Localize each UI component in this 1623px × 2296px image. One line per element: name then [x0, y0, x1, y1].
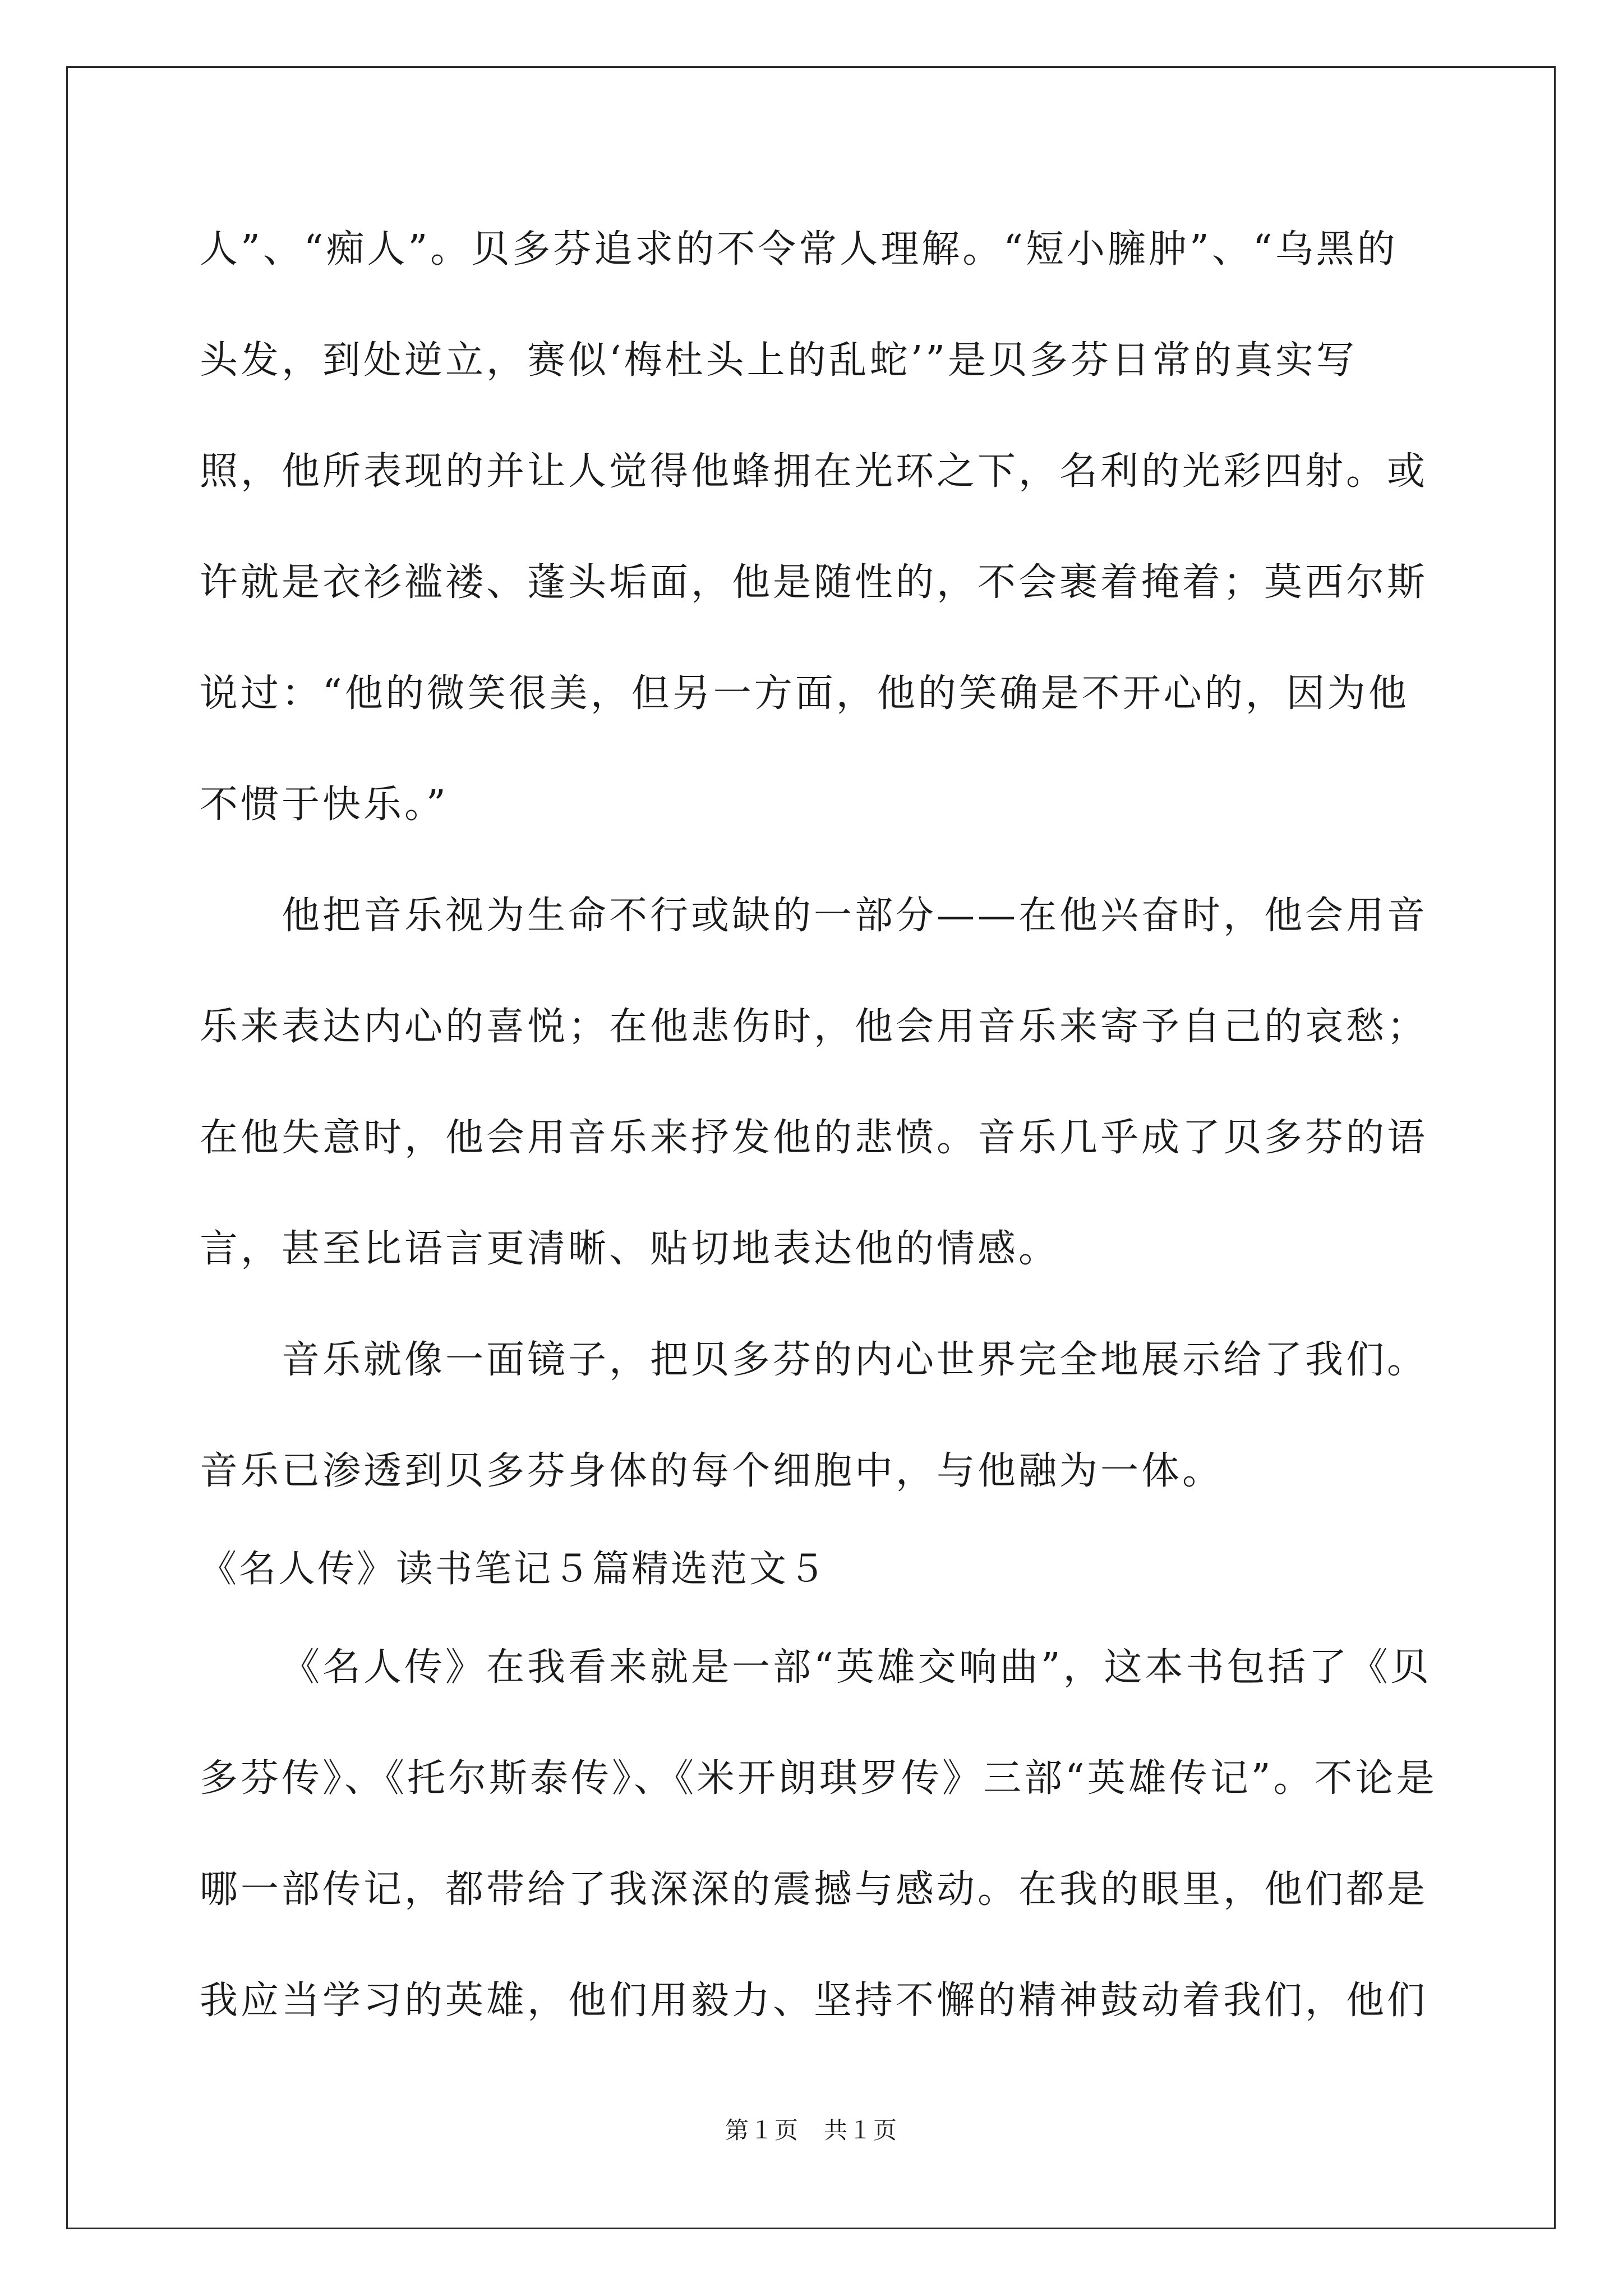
- text-line: 在他失意时，他会用音乐来抒发他的悲愤。音乐几乎成了贝多芬的语: [200, 1116, 1428, 1160]
- text-line: 许就是衣衫褴褛、蓬头垢面，他是随性的，不会裹着掩着；莫西尔斯: [200, 560, 1428, 605]
- page-number-footer: 第１页 共１页: [725, 2116, 898, 2144]
- text-line: 说过：“他的微笑很美，但另一方面，他的笑确是不开心的，因为他: [200, 671, 1409, 716]
- text-line: 乐来表达内心的喜悦；在他悲伤时，他会用音乐来寄予自己的哀愁；: [200, 1005, 1428, 1049]
- section-heading: 《名人传》读书笔记５篇精选范文５: [200, 1547, 828, 1590]
- text-line: 音乐已渗透到贝多芬身体的每个细胞中，与他融为一体。: [200, 1449, 1224, 1493]
- text-line: 哪一部传记，都带给了我深深的震撼与感动。在我的眼里，他们都是: [200, 1867, 1428, 1912]
- text-line: 多芬传》、《托尔斯泰传》、《米开朗琪罗传》三部“英雄传记”。不论是: [200, 1756, 1437, 1801]
- text-line: 人”、“痴人”。贝多芬追求的不令常人理解。“短小臃肿”、“乌黑的: [200, 227, 1398, 272]
- text-line: 言，甚至比语言更清晰、贴切地表达他的情感。: [200, 1227, 1060, 1271]
- text-line: 不惯于快乐。”: [200, 783, 449, 827]
- text-line: 音乐就像一面镜子，把贝多芬的内心世界完全地展示给了我们。: [282, 1338, 1428, 1382]
- text-line: 他把音乐视为生命不行或缺的一部分——在他兴奋时，他会用音: [282, 894, 1428, 938]
- text-line: 头发，到处逆立，赛似‘梅杜头上的乱蛇’”是贝多芬日常的真实写: [200, 338, 1357, 383]
- text-line: 《名人传》在我看来就是一部“英雄交响曲”，这本书包括了《贝: [282, 1645, 1432, 1690]
- text-line: 我应当学习的英雄，他们用毅力、坚持不懈的精神鼓动着我们，他们: [200, 1978, 1428, 2023]
- text-line: 照，他所表现的并让人觉得他蜂拥在光环之下，名利的光彩四射。或: [200, 449, 1428, 494]
